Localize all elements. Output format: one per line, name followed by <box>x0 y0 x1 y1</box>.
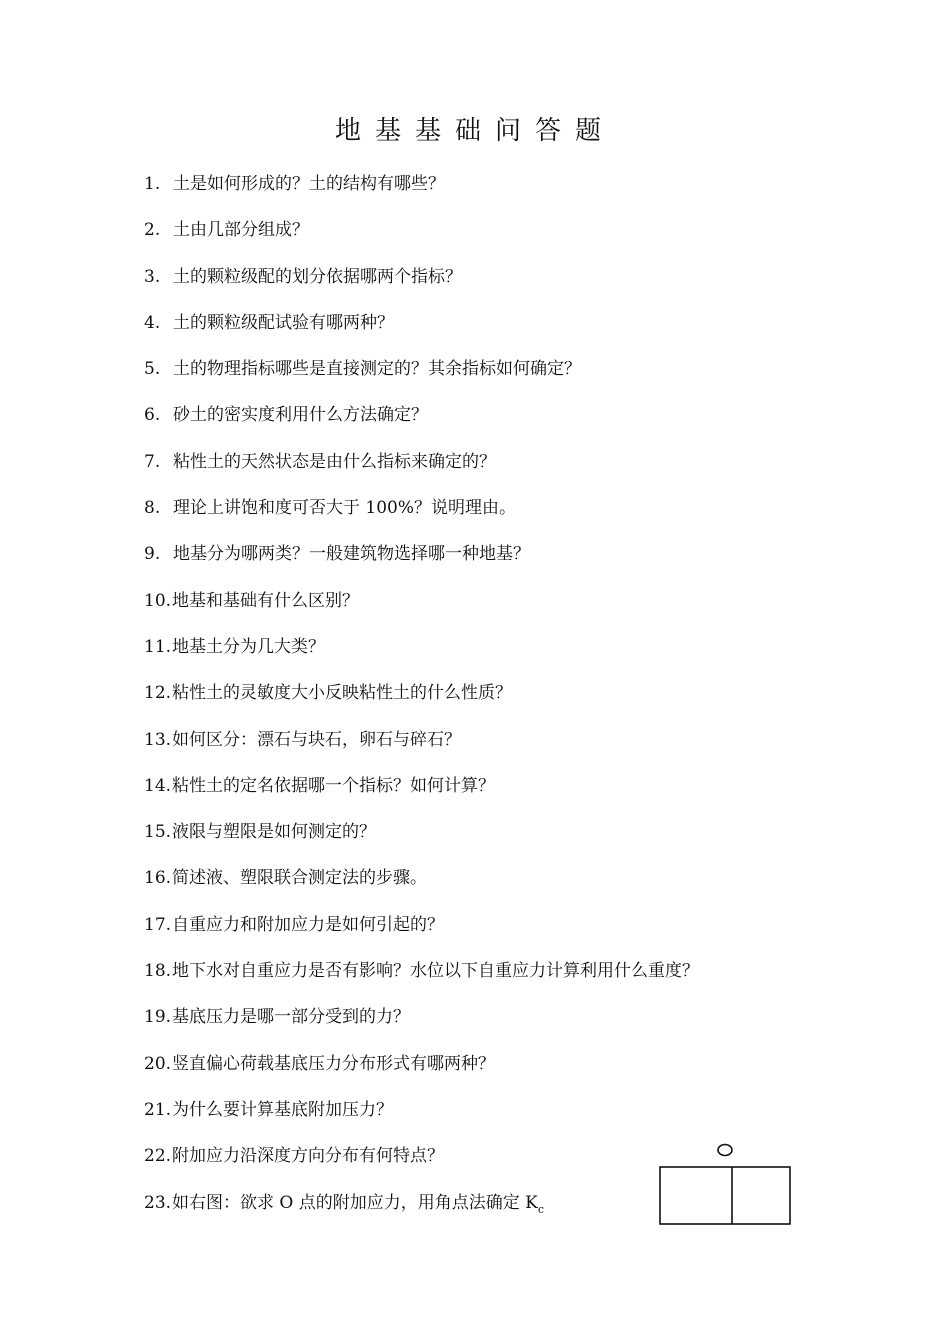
question-number: 7. <box>144 451 161 472</box>
question-number: 10. <box>144 590 172 611</box>
question-number: 14. <box>144 775 172 796</box>
question-item <box>144 309 884 355</box>
question-text: 土是如何形成的？土的结构有哪些？ <box>173 174 445 194</box>
question-number: 6. <box>144 405 161 426</box>
question-number: 2. <box>144 220 161 241</box>
question-text: 粘性土的定名依据哪一个指标？如何计算？ <box>172 775 495 796</box>
question-item <box>144 494 884 540</box>
question-text: 砂土的密实度利用什么方法确定？ <box>173 405 428 426</box>
corner-point-diagram <box>658 1141 794 1229</box>
question-text: 地下水对自重应力是否有影响？水位以下自重应力计算利用什么重度？ <box>172 961 699 982</box>
question-text: 液限与塑限是如何测定的？ <box>172 822 376 843</box>
question-number: 3. <box>144 266 161 287</box>
question-number: 15. <box>144 822 172 843</box>
question-item <box>144 1003 884 1049</box>
question-item <box>144 679 884 725</box>
question-item <box>144 540 884 586</box>
question-text: 竖直偏心荷载基底压力分布形式有哪两种？ <box>172 1053 495 1074</box>
question-item <box>144 1096 884 1142</box>
question-number: 18. <box>144 961 172 982</box>
question-number: 12. <box>144 683 172 704</box>
question-text: 土由几部分组成？ <box>173 220 309 241</box>
point-o-marker <box>718 1145 732 1156</box>
question-text: 基底压力是哪一部分受到的力？ <box>172 1007 410 1028</box>
question-text: 地基和基础有什么区别？ <box>172 590 359 611</box>
question-number: 5. <box>144 359 161 380</box>
question-text: 理论上讲饱和度可否大于 100%？说明理由。 <box>173 498 517 519</box>
question-text: 地基分为哪两类？一般建筑物选择哪一种地基？ <box>173 544 530 565</box>
page-title: 地基基础问答题 <box>334 116 615 146</box>
question-number: 23. <box>144 1192 172 1213</box>
question-item <box>144 911 884 957</box>
question-text: 地基土分为几大类？ <box>172 636 325 657</box>
question-item <box>144 401 884 447</box>
question-text: 附加应力沿深度方向分布有何特点？ <box>172 1146 444 1167</box>
question-item <box>144 818 884 864</box>
question-text: 为什么要计算基底附加压力？ <box>172 1099 393 1120</box>
question-number: 9. <box>144 544 161 565</box>
question-item <box>144 1050 884 1096</box>
question-text: 土的颗粒级配试验有哪两种？ <box>173 312 394 333</box>
question-number: 11. <box>144 636 172 657</box>
question-number: 16. <box>144 868 172 889</box>
question-text: 简述液、塑限联合测定法的步骤。 <box>172 868 427 889</box>
question-number: 19. <box>144 1007 172 1028</box>
question-text: 粘性土的灵敏度大小反映粘性土的什么性质？ <box>172 683 512 704</box>
question-number: 13. <box>144 729 172 750</box>
question-item <box>144 355 884 401</box>
question-number: 22. <box>144 1146 172 1167</box>
question-item <box>144 170 884 216</box>
question-item <box>144 864 884 910</box>
question-text: 如右图：欲求 O 点的附加应力，用角点法确定 K <box>172 1192 538 1213</box>
question-list <box>144 170 884 1235</box>
question-text: 土的物理指标哪些是直接测定的？其余指标如何确定？ <box>173 359 581 380</box>
question-item <box>144 772 884 818</box>
question-item <box>144 633 884 679</box>
question-text: 如何区分：漂石与块石，卵石与碎石？ <box>172 729 461 750</box>
question-item <box>144 726 884 772</box>
subscript-c: c <box>537 1202 545 1216</box>
question-item <box>144 448 884 494</box>
question-text: 土的颗粒级配的划分依据哪两个指标？ <box>173 266 462 287</box>
question-number: 1. <box>144 174 161 194</box>
question-number: 4. <box>144 312 161 333</box>
question-item <box>144 263 884 309</box>
question-item <box>144 587 884 633</box>
question-text: 自重应力和附加应力是如何引起的？ <box>172 914 444 935</box>
question-number: 8. <box>144 498 161 519</box>
question-number: 17. <box>144 914 172 935</box>
question-number: 21. <box>144 1099 172 1120</box>
question-item <box>144 216 884 262</box>
foundation-rectangle <box>660 1167 790 1224</box>
question-number: 20. <box>144 1053 172 1074</box>
question-text: 粘性土的天然状态是由什么指标来确定的？ <box>173 451 496 472</box>
question-item <box>144 957 884 1003</box>
